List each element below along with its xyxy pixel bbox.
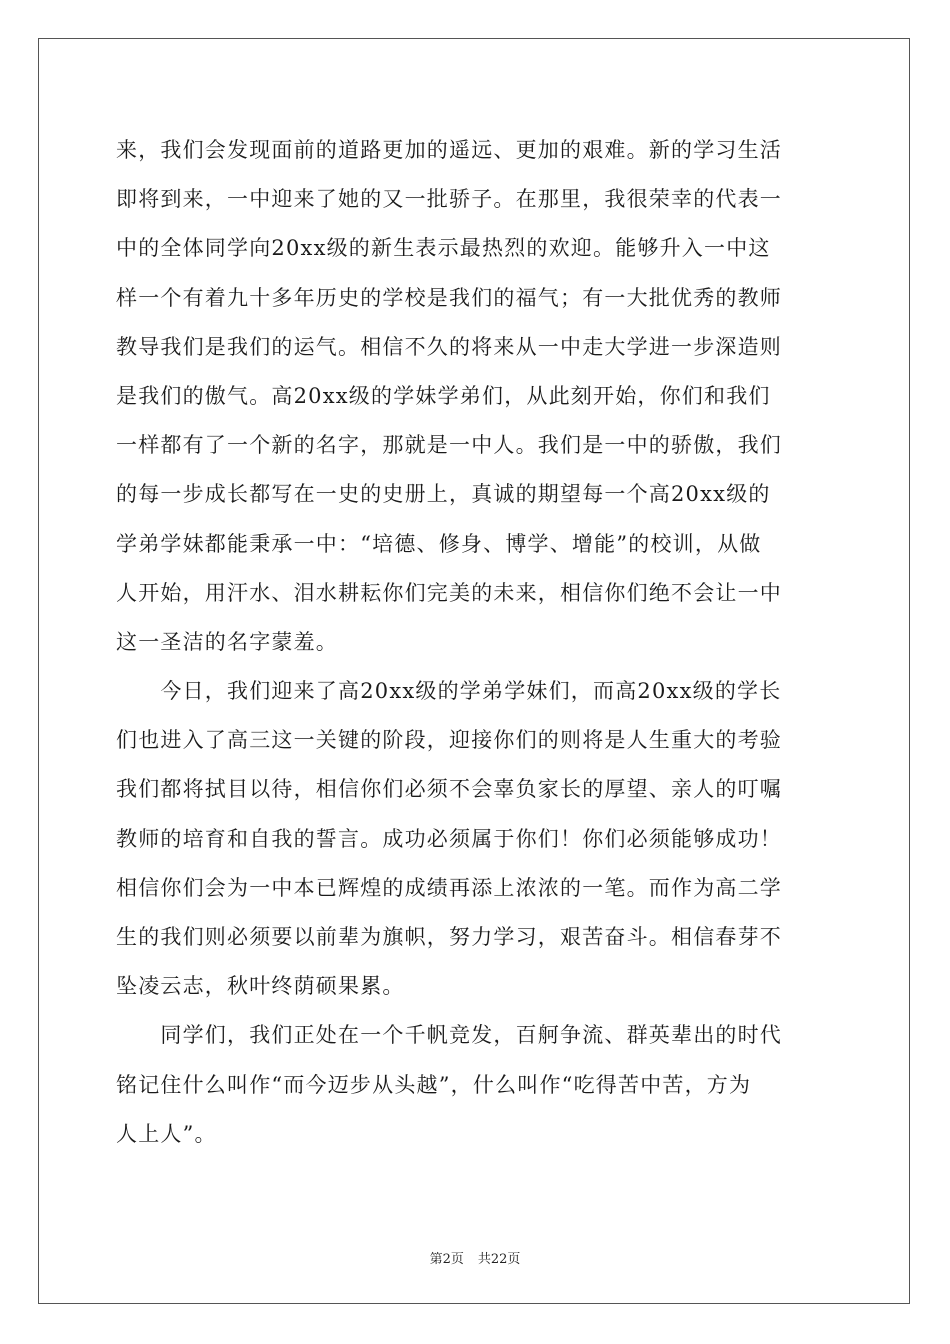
text-line: 同学们，我们正处在一个千帆竞发，百舸争流、群英辈出的时代 (116, 1023, 782, 1048)
text-line: 样一个有着九十多年历史的学校是我们的福气；有一大批优秀的教师 (116, 285, 782, 310)
text-line: 中的全体同学向20xx级的新生表示最热烈的欢迎。能够升入一中这 (116, 236, 771, 261)
text-line: 即将到来，一中迎来了她的又一批骄子。在那里，我很荣幸的代表一 (116, 187, 782, 212)
text-line: 们也进入了高三这一关键的阶段，迎接你们的则将是人生重大的考验 (116, 728, 782, 753)
text-line: 学弟学妹都能秉承一中：“培德、修身、博学、增能”的校训，从做 (116, 531, 762, 556)
page-number: 第2页 (429, 1252, 464, 1267)
text-line: 这一圣洁的名字蒙羞。 (116, 629, 338, 654)
text-line: 来，我们会发现面前的道路更加的遥远、更加的艰难。新的学习生活 (116, 138, 782, 162)
text-line: 是我们的傲气。高20xx级的学妹学弟们，从此刻开始，你们和我们 (116, 383, 771, 408)
text-line: 一样都有了一个新的名字，那就是一中人。我们是一中的骄傲，我们 (116, 433, 782, 458)
text-line: 人上人”。 (116, 1121, 217, 1146)
text-line: 今日，我们迎来了高20xx级的学弟学妹们，而高20xx级的学长 (116, 679, 782, 704)
text-line: 我们都将拭目以待，相信你们必须不会辜负家长的厚望、亲人的叮嘱 (116, 777, 782, 802)
text-line: 人开始，用汗水、泪水耕耘你们完美的未来，相信你们绝不会让一中 (116, 580, 782, 605)
page-total: 共22页 (477, 1252, 521, 1267)
text-line: 铭记住什么叫作“而今迈步从头越”，什么叫作“吃得苦中苦，方为 (116, 1072, 752, 1097)
text-line: 教导我们是我们的运气。相信不久的将来从一中走大学进一步深造则 (116, 334, 782, 359)
text-line: 相信你们会为一中本已辉煌的成绩再添上浓浓的一笔。而作为高二学 (116, 875, 782, 900)
text-line: 生的我们则必须要以前辈为旗帜，努力学习，艰苦奋斗。相信春芽不 (116, 925, 782, 949)
text-line: 坠凌云志，秋叶终荫硕果累。 (116, 974, 405, 999)
document-body (116, 126, 836, 1159)
page-footer (0, 1248, 950, 1267)
text-line: 的每一步成长都写在一史的史册上，真诚的期望每一个高20xx级的 (116, 482, 771, 507)
text-line: 教师的培育和自我的誓言。成功必须属于你们！你们必须能够成功！ (116, 826, 782, 851)
